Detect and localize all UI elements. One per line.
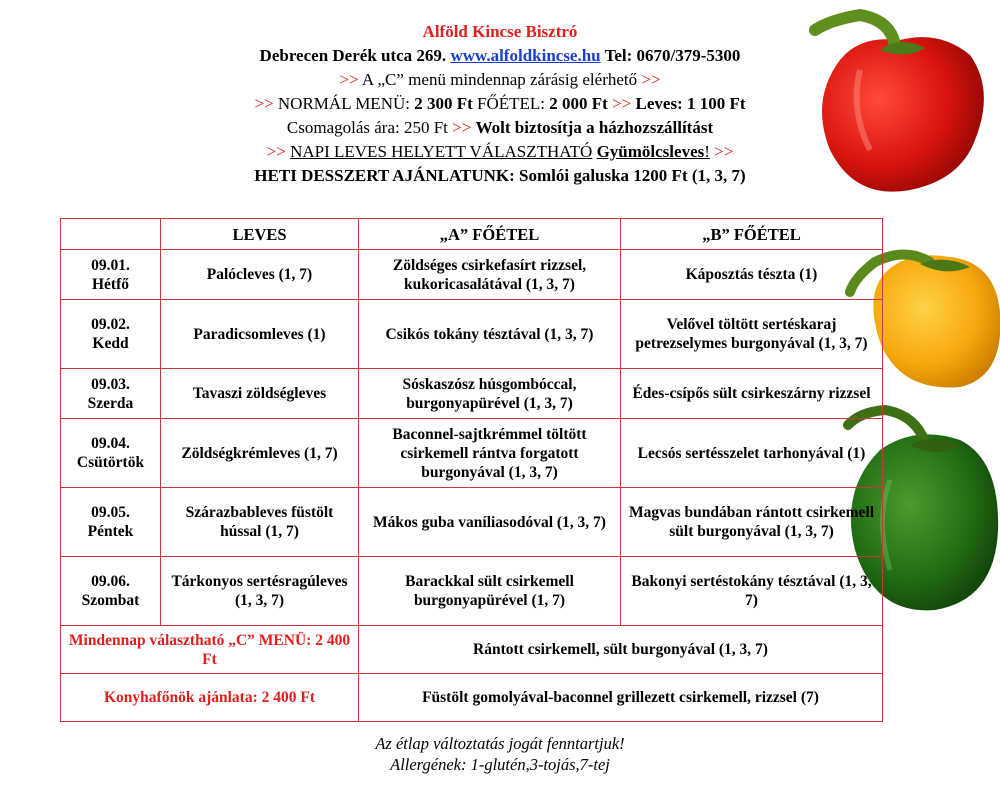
date: 09.02.: [91, 316, 130, 333]
table-row: [61, 250, 883, 300]
header-soup: LEVES: [161, 219, 359, 250]
date: 09.01.: [91, 256, 130, 274]
soup-cell: Paradicsomleves (1): [161, 300, 359, 369]
chef-row: [61, 674, 883, 722]
arrow-icon: >>: [641, 70, 661, 89]
date: 09.06.: [91, 573, 130, 590]
table-header-row: [61, 219, 883, 250]
arrow-icon: >>: [339, 70, 359, 89]
disclaimer: Az étlap változtatás jogát fenntartjuk!: [375, 734, 625, 753]
table-row: [61, 419, 883, 488]
c-menu-row: [61, 626, 883, 674]
arrow-icon: >>: [452, 118, 472, 137]
soup-cell: Szárazbableves füstölt hússal (1, 7): [161, 488, 359, 557]
a-main-cell: Sóskaszósz húsgombóccal, burgonyapürével (1, 3, 7): [359, 369, 621, 419]
soup-cell: Palócleves (1, 7): [161, 250, 359, 300]
chef-label: Konyhafőnök ajánlata: 2 400 Ft: [61, 674, 359, 722]
allergens-legend: Allergének: 1-glutén,3-tojás,7-tej: [390, 755, 610, 774]
table-row: [61, 300, 883, 369]
c-menu-note: >> A „C” menü mindennap zárásig elérhető >>: [339, 70, 661, 89]
arrow-icon: >>: [254, 94, 274, 113]
date: 09.05.: [91, 504, 130, 521]
day-name: Szerda: [87, 394, 134, 412]
soup-swap-line: >> NAPI LEVES HELYETT VÁLASZTHATÓ Gyümölcsleves! >>: [266, 142, 734, 161]
date: 09.03.: [91, 375, 130, 393]
a-main-cell: Baconnel-sajtkrémmel töltött csirkemell rántva forgatott burgonyával (1, 3, 7): [359, 419, 621, 488]
arrow-icon: >>: [266, 142, 286, 161]
table-row: [61, 369, 883, 419]
c-menu-dish: Rántott csirkemell, sült burgonyával (1, 3, 7): [359, 626, 883, 674]
date: 09.04.: [91, 435, 130, 452]
day-cell: [61, 488, 161, 557]
b-main-cell: Bakonyi sertéstokány tésztával (1, 3, 7): [621, 557, 883, 626]
c-menu-label: Mindennap választható „C” MENÜ: 2 400 Ft: [61, 626, 359, 674]
day-cell: [61, 419, 161, 488]
arrow-icon: >>: [612, 94, 632, 113]
day-cell: [61, 300, 161, 369]
packaging-line: Csomagolás ára: 250 Ft >> Wolt biztosítja a házhozszállítást: [286, 118, 714, 137]
a-main-cell: Barackkal sült csirkemell burgonyapürével (1, 7): [359, 557, 621, 626]
day-name: Kedd: [92, 335, 129, 352]
menu-header: [0, 20, 1000, 188]
soup-cell: Tárkonyos sertésragúleves (1, 3, 7): [161, 557, 359, 626]
menu-footer: [0, 733, 1000, 775]
table-row: [61, 557, 883, 626]
price-line: >> NORMÁL MENÜ: 2 300 Ft FŐÉTEL: 2 000 Ft >> Leves: 1 100 Ft: [254, 94, 746, 113]
a-main-cell: Csikós tokány tésztával (1, 3, 7): [359, 300, 621, 369]
phone: Tel: 0670/379-5300: [604, 46, 741, 65]
day-name: Péntek: [87, 523, 134, 540]
weekly-menu-table: [60, 218, 883, 722]
day-name: Hétfő: [91, 275, 129, 293]
contact-line: [0, 44, 1000, 68]
b-main-cell: Káposztás tészta (1): [621, 250, 883, 300]
b-main-cell: Édes-csípős sült csirkeszárny rizzsel: [621, 369, 883, 419]
dessert-line: HETI DESSZERT AJÁNLATUNK: Somlói galuska 1200 Ft (1, 3, 7): [254, 166, 746, 185]
day-name: Csütörtök: [76, 454, 145, 471]
arrow-icon: >>: [714, 142, 734, 161]
a-main-cell: Zöldséges csirkefasírt rizzsel, kukoricasalátával (1, 3, 7): [359, 250, 621, 300]
soup-cell: Zöldségkrémleves (1, 7): [161, 419, 359, 488]
b-main-cell: Lecsós sertésszelet tarhonyával (1): [621, 419, 883, 488]
table-row: [61, 488, 883, 557]
a-main-cell: Mákos guba vaníliasodóval (1, 3, 7): [359, 488, 621, 557]
soup-cell: Tavaszi zöldségleves: [161, 369, 359, 419]
b-main-cell: Magvas bundában rántott csirkemell sült burgonyával (1, 3, 7): [621, 488, 883, 557]
day-name: Szombat: [81, 592, 140, 609]
header-a-main: „A” FŐÉTEL: [359, 219, 621, 250]
chef-dish: Füstölt gomolyával-baconnel grillezett csirkemell, rizzsel (7): [359, 674, 883, 722]
day-cell: [61, 250, 161, 300]
day-cell: [61, 557, 161, 626]
website-link[interactable]: www.alfoldkincse.hu: [450, 46, 601, 65]
restaurant-name: Alföld Kincse Bisztró: [422, 22, 578, 41]
header-b-main: „B” FŐÉTEL: [621, 219, 883, 250]
b-main-cell: Velővel töltött sertéskaraj petrezselymes burgonyával (1, 3, 7): [621, 300, 883, 369]
day-cell: [61, 369, 161, 419]
address: Debrecen Derék utca 269.: [259, 46, 447, 65]
header-day: [61, 219, 161, 250]
